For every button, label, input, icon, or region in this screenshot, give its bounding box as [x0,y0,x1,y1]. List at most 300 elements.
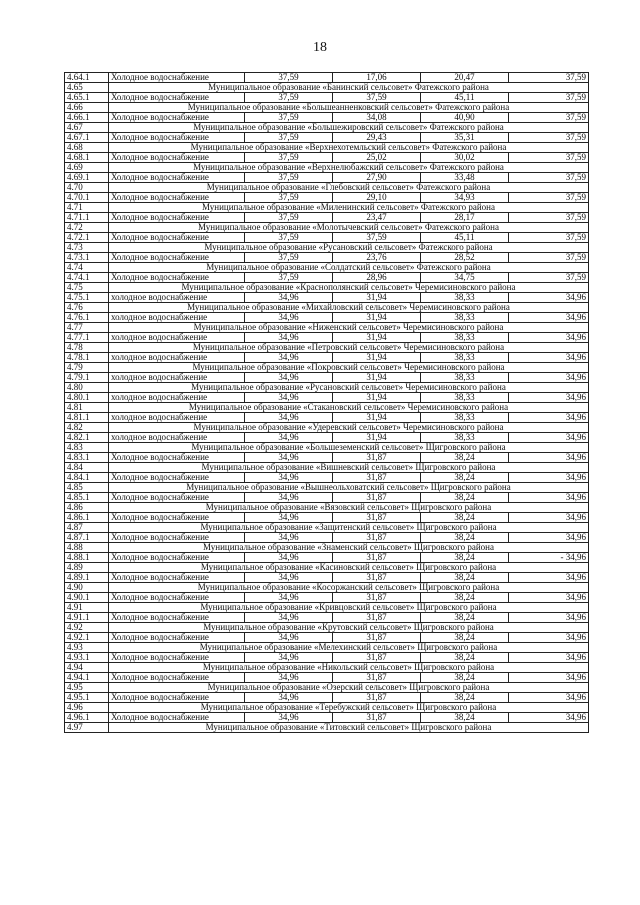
tariff-value-3: 38,24 [421,613,509,623]
row-number: 4.88.1 [65,553,109,563]
tariff-value-3: 38,24 [421,653,509,663]
tariff-value-1: 34,96 [245,533,333,543]
row-number: 4.79.1 [65,373,109,383]
municipality-name: Муниципальное образование «Титовский сельсовет» Щигровского района [109,723,589,733]
row-number: 4.96 [65,703,109,713]
row-number: 4.93.1 [65,653,109,663]
tariff-row [65,653,589,663]
municipality-name: Муниципальное образование «Никольский сельсовет» Щигровского района [109,663,589,673]
tariff-row [65,513,589,523]
tariff-value-3: 33,48 [421,173,509,183]
tariff-value-2: 31,87 [333,453,421,463]
municipality-name: Муниципальное образование «Мелехинский сельсовет» Щигровского района [109,643,589,653]
service-name: холодное водоснабжение [109,353,245,363]
tariff-value-2: 31,94 [333,353,421,363]
row-number: 4.68 [65,143,109,153]
tariff-value-4: 37,59 [509,233,589,243]
municipality-name: Муниципальное образование «Петровский сельсовет» Черемисиновского района [109,343,589,353]
service-name: Холодное водоснабжение [109,693,245,703]
municipality-row [65,243,589,253]
tariff-value-4: 34,96 [509,613,589,623]
tariff-value-2: 17,06 [333,73,421,83]
row-number: 4.94 [65,663,109,673]
tariff-value-4: 34,96 [509,333,589,343]
row-number: 4.81 [65,403,109,413]
tariff-value-2: 31,87 [333,573,421,583]
tariff-value-3: 28,17 [421,213,509,223]
municipality-row [65,263,589,273]
municipality-row [65,543,589,553]
row-number: 4.76 [65,303,109,313]
tariff-value-2: 31,94 [333,313,421,323]
service-name: Холодное водоснабжение [109,193,245,203]
tariff-value-2: 23,76 [333,253,421,263]
tariff-value-2: 37,59 [333,93,421,103]
tariff-row [65,213,589,223]
tariff-value-3: 38,24 [421,673,509,683]
tariff-row [65,253,589,263]
tariff-value-1: 34,96 [245,313,333,323]
tariff-row [65,573,589,583]
tariff-value-4: 34,96 [509,633,589,643]
tariff-value-4: 34,96 [509,693,589,703]
tariff-value-2: 31,94 [333,333,421,343]
municipality-row [65,683,589,693]
tariff-row [65,233,589,243]
tariff-value-1: 34,96 [245,633,333,643]
municipality-row [65,223,589,233]
municipality-name: Муниципальное образование «Стакановский сельсовет» Черемисиновского района [109,403,589,413]
row-number: 4.80 [65,383,109,393]
tariff-value-4: 34,96 [509,353,589,363]
tariff-table-body [65,73,589,733]
row-number: 4.90 [65,583,109,593]
tariff-value-3: 40,90 [421,113,509,123]
tariff-value-1: 37,59 [245,273,333,283]
municipality-row [65,463,589,473]
municipality-name: Муниципальное образование «Озерский сельсовет» Щигровского района [109,683,589,693]
service-name: Холодное водоснабжение [109,213,245,223]
service-name: Холодное водоснабжение [109,153,245,163]
service-name: Холодное водоснабжение [109,533,245,543]
row-number: 4.65 [65,83,109,93]
row-number: 4.79 [65,363,109,373]
municipality-name: Муниципальное образование «Крутовский сельсовет» Щигровского района [109,623,589,633]
municipality-row [65,643,589,653]
tariff-value-3: 38,24 [421,593,509,603]
row-number: 4.66.1 [65,113,109,123]
municipality-name: Муниципальное образование «Косоржанский сельсовет» Щигровского района [109,583,589,593]
tariff-row [65,613,589,623]
row-number: 4.74 [65,263,109,273]
service-name: Холодное водоснабжение [109,113,245,123]
tariff-value-4: 34,96 [509,373,589,383]
service-name: холодное водоснабжение [109,313,245,323]
tariff-value-1: 34,96 [245,593,333,603]
row-number: 4.92.1 [65,633,109,643]
row-number: 4.83 [65,443,109,453]
municipality-name: Муниципальное образование «Солдатский сельсовет» Фатежского района [109,263,589,273]
row-number: 4.95.1 [65,693,109,703]
tariff-value-3: 35,31 [421,133,509,143]
tariff-row [65,313,589,323]
municipality-name: Муниципальное образование «Удеревский сельсовет» Черемисиновского района [109,423,589,433]
tariff-row [65,393,589,403]
tariff-value-2: 31,87 [333,633,421,643]
row-number: 4.84.1 [65,473,109,483]
tariff-value-2: 31,87 [333,533,421,543]
tariff-row [65,713,589,723]
service-name: Холодное водоснабжение [109,73,245,83]
tariff-value-3: 38,24 [421,493,509,503]
row-number: 4.91 [65,603,109,613]
tariff-value-1: 34,96 [245,513,333,523]
tariff-value-4: 34,96 [509,493,589,503]
tariff-value-2: 29,10 [333,193,421,203]
row-number: 4.85.1 [65,493,109,503]
tariff-value-2: 31,87 [333,613,421,623]
tariff-value-3: 38,24 [421,713,509,723]
tariff-value-4: 37,59 [509,73,589,83]
municipality-row [65,603,589,613]
service-name: Холодное водоснабжение [109,553,245,563]
tariff-value-4: 37,59 [509,213,589,223]
row-number: 4.87.1 [65,533,109,543]
tariff-value-1: 34,96 [245,413,333,423]
tariff-value-2: 31,87 [333,493,421,503]
municipality-row [65,483,589,493]
tariff-value-4: 34,96 [509,293,589,303]
tariff-value-1: 37,59 [245,173,333,183]
tariff-value-1: 34,96 [245,673,333,683]
service-name: Холодное водоснабжение [109,713,245,723]
municipality-row [65,103,589,113]
tariff-value-4: 34,96 [509,453,589,463]
row-number: 4.86.1 [65,513,109,523]
municipality-row [65,83,589,93]
row-number: 4.66 [65,103,109,113]
tariff-value-1: 34,96 [245,653,333,663]
row-number: 4.73 [65,243,109,253]
tariff-value-3: 38,24 [421,453,509,463]
tariff-value-1: 34,96 [245,473,333,483]
tariff-value-3: 38,24 [421,553,509,563]
municipality-row [65,123,589,133]
tariff-row [65,333,589,343]
row-number: 4.94.1 [65,673,109,683]
municipality-row [65,723,589,733]
row-number: 4.81.1 [65,413,109,423]
municipality-name: Муниципальное образование «Молотычевский сельсовет» Фатежского района [109,223,589,233]
municipality-name: Муниципальное образование «Большежировский сельсовет» Фатежского района [109,123,589,133]
row-number: 4.78.1 [65,353,109,363]
municipality-row [65,403,589,413]
tariff-value-1: 34,96 [245,573,333,583]
municipality-name: Муниципальное образование «Краснополянский сельсовет» Черемисиновского района [109,283,589,293]
tariff-value-1: 34,96 [245,493,333,503]
row-number: 4.77 [65,323,109,333]
municipality-name: Муниципальное образование «Кривцовский сельсовет» Щигровского района [109,603,589,613]
row-number: 4.78 [65,343,109,353]
row-number: 4.97 [65,723,109,733]
tariff-value-1: 34,96 [245,393,333,403]
tariff-row [65,533,589,543]
municipality-name: Муниципальное образование «Верхнелюбажский сельсовет» Фатежского района [109,163,589,173]
tariff-value-4: 34,96 [509,673,589,683]
tariff-row [65,193,589,203]
tariff-value-1: 37,59 [245,73,333,83]
service-name: Холодное водоснабжение [109,493,245,503]
tariff-value-1: 34,96 [245,293,333,303]
row-number: 4.89 [65,563,109,573]
tariff-value-3: 38,24 [421,633,509,643]
municipality-name: Муниципальное образование «Большеземенский сельсовет» Щигровского района [109,443,589,453]
municipality-name: Муниципальное образование «Вязовский сельсовет» Щигровского района [109,503,589,513]
tariff-row [65,133,589,143]
row-number: 4.86 [65,503,109,513]
service-name: Холодное водоснабжение [109,593,245,603]
tariff-value-1: 34,96 [245,693,333,703]
tariff-row [65,173,589,183]
municipality-name: Муниципальное образование «Банинский сельсовет» Фатежского района [109,83,589,93]
tariff-value-4: 34,96 [509,433,589,443]
page-number: 18 [313,40,327,55]
row-number: 4.83.1 [65,453,109,463]
municipality-name: Муниципальное образование «Михайловский сельсовет» Черемисиновского района [109,303,589,313]
tariff-value-4: 37,59 [509,273,589,283]
tariff-row [65,493,589,503]
row-number: 4.87 [65,523,109,533]
row-number: 4.69 [65,163,109,173]
tariff-value-3: 38,33 [421,393,509,403]
tariff-value-3: 38,33 [421,353,509,363]
tariff-value-4: 37,59 [509,133,589,143]
service-name: холодное водоснабжение [109,333,245,343]
municipality-row [65,143,589,153]
municipality-name: Муниципальное образование «Вышнеольховатский сельсовет» Щигровского района [109,483,589,493]
tariff-value-2: 31,94 [333,293,421,303]
service-name: Холодное водоснабжение [109,613,245,623]
tariff-row [65,593,589,603]
tariff-value-4: 37,59 [509,193,589,203]
tariff-row [65,73,589,83]
tariff-value-2: 23,47 [333,213,421,223]
tariff-value-2: 34,08 [333,113,421,123]
tariff-value-2: 31,87 [333,653,421,663]
service-name: Холодное водоснабжение [109,233,245,243]
tariff-value-1: 37,59 [245,113,333,123]
tariff-row [65,553,589,563]
tariff-value-1: 34,96 [245,453,333,463]
tariff-value-4: 34,96 [509,513,589,523]
tariff-value-3: 38,33 [421,433,509,443]
tariff-value-1: 37,59 [245,153,333,163]
tariff-value-2: 25,02 [333,153,421,163]
row-number: 4.88 [65,543,109,553]
municipality-row [65,343,589,353]
row-number: 4.92 [65,623,109,633]
municipality-name: Муниципальное образование «Защитенский сельсовет» Щигровского района [109,523,589,533]
tariff-value-3: 30,02 [421,153,509,163]
tariff-row [65,433,589,443]
service-name: Холодное водоснабжение [109,273,245,283]
municipality-row [65,303,589,313]
municipality-name: Муниципальное образование «Миленинский сельсовет» Фатежского района [109,203,589,213]
tariff-value-2: 31,94 [333,393,421,403]
tariff-row [65,353,589,363]
tariff-value-4: 37,59 [509,173,589,183]
row-number: 4.91.1 [65,613,109,623]
tariff-value-2: 31,87 [333,593,421,603]
service-name: Холодное водоснабжение [109,93,245,103]
tariff-value-4: 34,96 [509,533,589,543]
tariff-value-1: 34,96 [245,373,333,383]
tariff-value-3: 45,11 [421,233,509,243]
municipality-name: Муниципальное образование «Глебовский сельсовет» Фатежского района [109,183,589,193]
tariff-value-4: 34,96 [509,393,589,403]
municipality-row [65,363,589,373]
municipality-row [65,323,589,333]
tariff-value-4: 37,59 [509,113,589,123]
tariff-value-4: 34,96 [509,413,589,423]
row-number: 4.82.1 [65,433,109,443]
tariff-value-4: 37,59 [509,93,589,103]
municipality-name: Муниципальное образование «Знаменский сельсовет» Щигровского района [109,543,589,553]
row-number: 4.72.1 [65,233,109,243]
row-number: 4.76.1 [65,313,109,323]
municipality-name: Муниципальное образование «Вишневский сельсовет» Щигровского района [109,463,589,473]
tariff-row [65,633,589,643]
tariff-value-3: 28,52 [421,253,509,263]
tariff-row [65,93,589,103]
row-number: 4.89.1 [65,573,109,583]
tariff-value-2: 31,94 [333,413,421,423]
tariff-value-1: 37,59 [245,213,333,223]
municipality-name: Муниципальное образование «Русановский сельсовет» Фатежского района [109,243,589,253]
municipality-row [65,523,589,533]
tariff-value-1: 34,96 [245,613,333,623]
municipality-name: Муниципальное образование «Ниженский сельсовет» Черемисиновского района [109,323,589,333]
row-number: 4.68.1 [65,153,109,163]
municipality-row [65,203,589,213]
row-number: 4.71 [65,203,109,213]
tariff-value-2: 27,90 [333,173,421,183]
row-number: 4.70 [65,183,109,193]
tariff-value-3: 20,47 [421,73,509,83]
tariff-value-2: 37,59 [333,233,421,243]
tariff-row [65,473,589,483]
tariff-row [65,293,589,303]
municipality-row [65,623,589,633]
municipality-row [65,563,589,573]
tariff-value-4: 34,96 [509,593,589,603]
service-name: холодное водоснабжение [109,293,245,303]
tariff-table [64,72,589,733]
tariff-row [65,153,589,163]
service-name: Холодное водоснабжение [109,513,245,523]
tariff-value-2: 31,87 [333,553,421,563]
tariff-row [65,673,589,683]
service-name: Холодное водоснабжение [109,133,245,143]
municipality-name: Муниципальное образование «Касиновский сельсовет» Щигровского района [109,563,589,573]
municipality-row [65,703,589,713]
municipality-row [65,183,589,193]
municipality-name: Муниципальное образование «Покровский сельсовет» Черемисиновского района [109,363,589,373]
municipality-name: Муниципальное образование «Русановский сельсовет» Черемисиновского района [109,383,589,393]
tariff-value-2: 31,94 [333,433,421,443]
tariff-row [65,693,589,703]
tariff-value-3: 45,11 [421,93,509,103]
row-number: 4.67 [65,123,109,133]
row-number: 4.67.1 [65,133,109,143]
tariff-value-3: 38,33 [421,373,509,383]
service-name: Холодное водоснабжение [109,253,245,263]
municipality-row [65,443,589,453]
tariff-value-4: 34,96 [509,713,589,723]
row-number: 4.82 [65,423,109,433]
row-number: 4.85 [65,483,109,493]
row-number: 4.93 [65,643,109,653]
row-number: 4.65.1 [65,93,109,103]
row-number: 4.72 [65,223,109,233]
tariff-value-1: 37,59 [245,133,333,143]
tariff-value-2: 31,87 [333,513,421,523]
row-number: 4.84 [65,463,109,473]
row-number: 4.75.1 [65,293,109,303]
municipality-name: Муниципальное образование «Теребужский сельсовет» Щигровского района [109,703,589,713]
municipality-row [65,283,589,293]
municipality-row [65,163,589,173]
row-number: 4.73.1 [65,253,109,263]
tariff-value-1: 34,96 [245,353,333,363]
row-number: 4.96.1 [65,713,109,723]
service-name: Холодное водоснабжение [109,653,245,663]
service-name: холодное водоснабжение [109,393,245,403]
tariff-value-2: 29,43 [333,133,421,143]
row-number: 4.74.1 [65,273,109,283]
service-name: Холодное водоснабжение [109,673,245,683]
tariff-value-2: 28,96 [333,273,421,283]
tariff-value-2: 31,94 [333,373,421,383]
tariff-value-3: 34,93 [421,193,509,203]
tariff-value-1: 34,96 [245,713,333,723]
row-number: 4.75 [65,283,109,293]
tariff-value-1: 37,59 [245,93,333,103]
service-name: Холодное водоснабжение [109,173,245,183]
tariff-value-3: 38,33 [421,293,509,303]
tariff-row [65,413,589,423]
service-name: холодное водоснабжение [109,433,245,443]
service-name: холодное водоснабжение [109,373,245,383]
tariff-row [65,273,589,283]
tariff-value-3: 34,75 [421,273,509,283]
tariff-value-1: 34,96 [245,553,333,563]
tariff-value-3: 38,33 [421,413,509,423]
tariff-value-2: 31,87 [333,713,421,723]
tariff-value-4: 34,96 [509,653,589,663]
row-number: 4.80.1 [65,393,109,403]
row-number: 4.95 [65,683,109,693]
tariff-value-2: 31,87 [333,473,421,483]
tariff-value-1: 37,59 [245,233,333,243]
tariff-value-2: 31,87 [333,693,421,703]
tariff-value-4: 34,96 [509,313,589,323]
tariff-value-1: 37,59 [245,193,333,203]
row-number: 4.70.1 [65,193,109,203]
municipality-row [65,503,589,513]
tariff-row [65,453,589,463]
row-number: 4.77.1 [65,333,109,343]
